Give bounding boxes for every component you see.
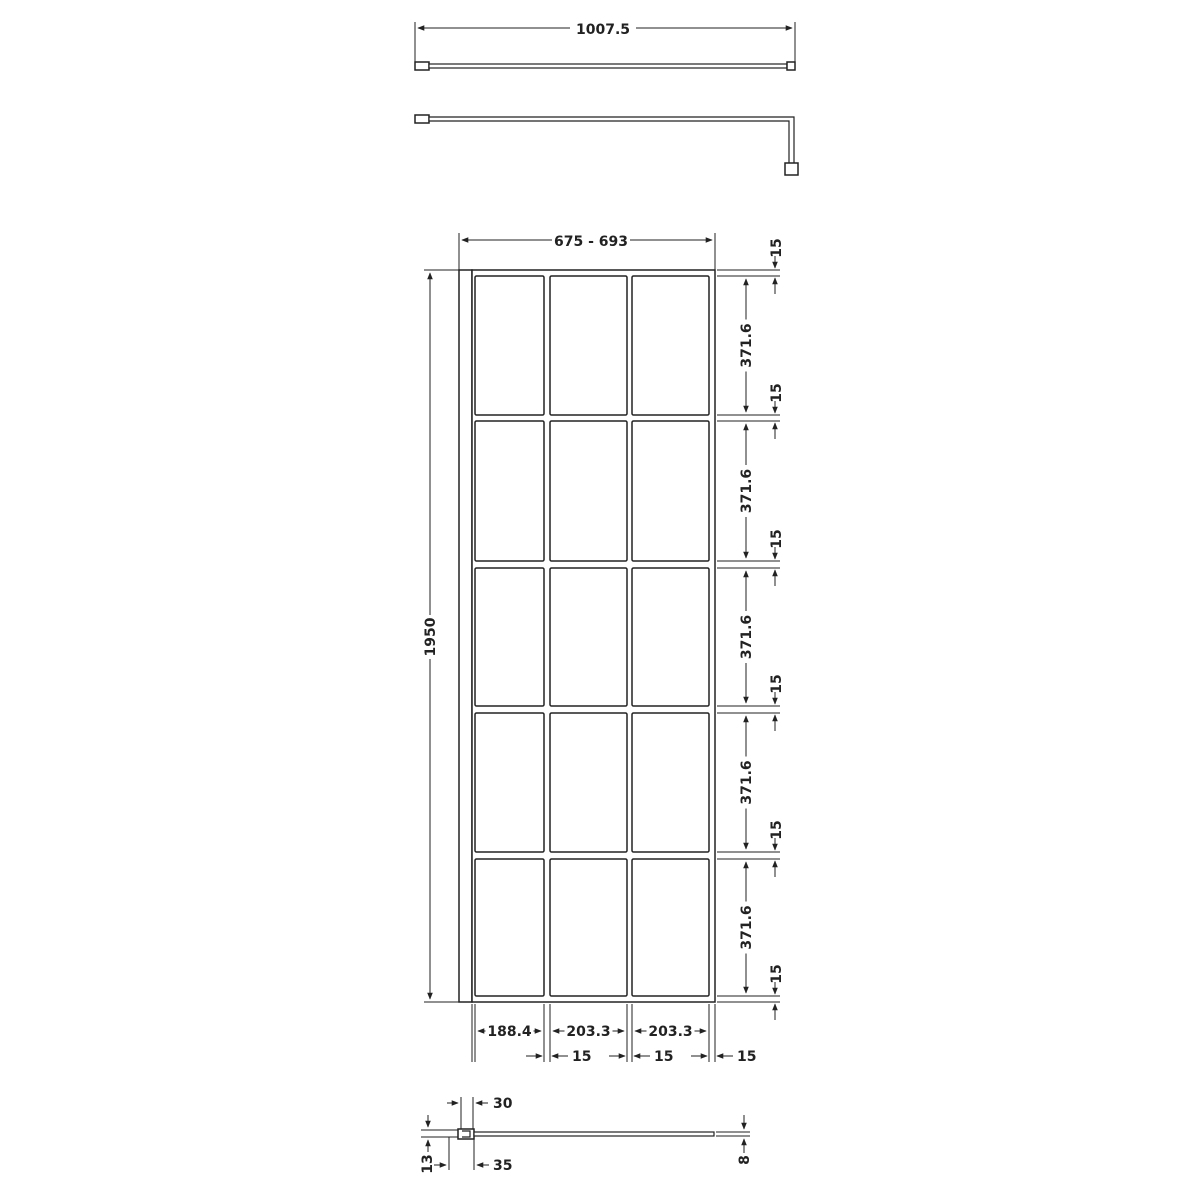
column-width-label: 203.3 — [648, 1024, 693, 1040]
row-dimensions — [717, 238, 785, 1020]
column-width-label: 188.4 — [487, 1024, 532, 1040]
row-height-label: 371.6 — [739, 323, 755, 368]
glass-pane-r1-c2 — [550, 276, 627, 415]
top-plan-view — [415, 18, 795, 70]
glass-pane-r2-c1 — [475, 421, 544, 561]
glass-pane-r4-c1 — [475, 713, 544, 852]
glass-pane-r3-c3 — [632, 568, 709, 706]
frame-gap-label: 15 — [769, 820, 785, 840]
row-height-label: 371.6 — [739, 468, 755, 514]
support-arm — [429, 117, 794, 165]
glass-pane-r3-c1 — [475, 568, 544, 706]
glass-pane-r5-c2 — [550, 859, 627, 996]
column-dimensions — [472, 1004, 756, 1065]
channel-depth-label: 13 — [420, 1154, 436, 1174]
column-gap-label: 15 — [737, 1049, 757, 1065]
channel-width-label: 35 — [493, 1158, 513, 1174]
wall-channel-left — [415, 62, 429, 70]
column-gap-label: 15 — [572, 1049, 592, 1065]
profile-width-label: 30 — [493, 1096, 513, 1112]
frame-gap-label: 15 — [769, 964, 785, 984]
wall-profile — [459, 270, 472, 1002]
glass-pane-r5-c3 — [632, 859, 709, 996]
column-width-label: 203.3 — [566, 1024, 611, 1040]
glass-pane-r4-c3 — [632, 713, 709, 852]
front-elevation — [420, 230, 785, 1065]
frame-gap-label: 15 — [769, 529, 785, 549]
panel-height-label: 1950 — [423, 617, 439, 657]
column-gap-label: 15 — [654, 1049, 674, 1065]
row-height-label: 371.6 — [739, 614, 755, 660]
frame-gap-label: 15 — [769, 238, 785, 258]
row-height-label: 371.6 — [739, 905, 755, 950]
overall-width-label: 1007.5 — [575, 22, 631, 38]
section-detail — [420, 1096, 753, 1174]
glass-pane-r3-c2 — [550, 568, 627, 706]
section-glass — [474, 1132, 714, 1136]
panel-width-label: 675 - 693 — [553, 234, 629, 250]
row-height-label: 371.6 — [739, 760, 755, 805]
glass-pane-r5-c1 — [475, 859, 544, 996]
support-arm-view — [415, 115, 798, 175]
glass-panel-plan — [429, 64, 787, 68]
glass-pane-r1-c3 — [632, 276, 709, 415]
glazing-grid — [475, 276, 709, 996]
frame-gap-label: 15 — [769, 383, 785, 403]
glass-pane-r2-c2 — [550, 421, 627, 561]
support-arm-end — [787, 62, 795, 70]
wall-channel — [415, 115, 429, 123]
glass-pane-r4-c2 — [550, 713, 627, 852]
glass-pane-r1-c1 — [475, 276, 544, 415]
support-arm-bracket — [785, 163, 798, 175]
frame-gap-label: 15 — [769, 674, 785, 694]
glass-pane-r2-c3 — [632, 421, 709, 561]
glass-thickness-label: 8 — [737, 1155, 753, 1165]
